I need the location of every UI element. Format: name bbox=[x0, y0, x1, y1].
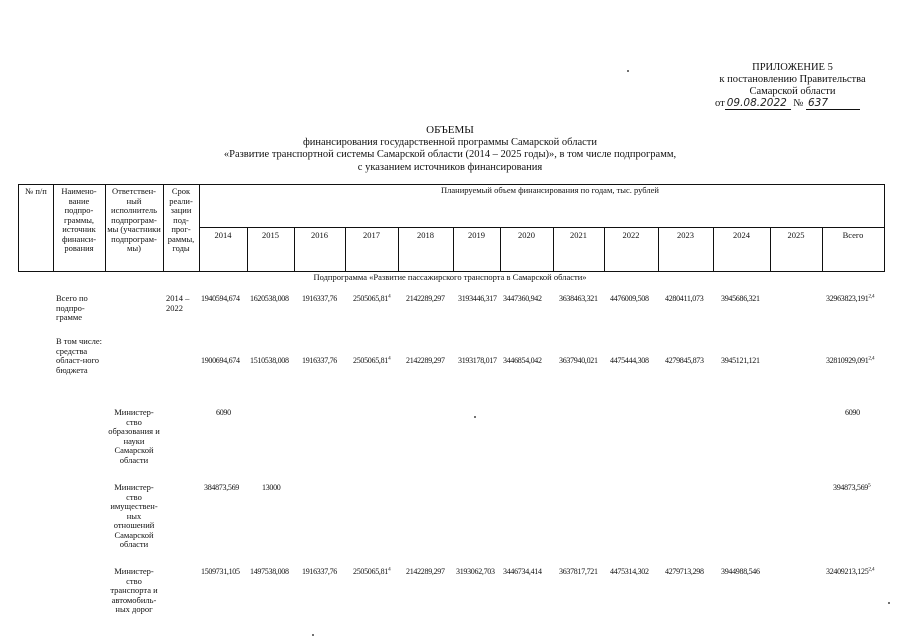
row-regional-2020: 3446854,042 bbox=[503, 356, 542, 365]
row-total-2017-value: 2505065,81 bbox=[353, 294, 389, 303]
row-total-2022: 4476009,508 bbox=[610, 294, 649, 303]
row-regional-2022: 4475444,308 bbox=[610, 356, 649, 365]
row-transport-2018: 2142289,297 bbox=[406, 567, 445, 576]
col-border-4 bbox=[199, 184, 200, 271]
row-total-all bbox=[826, 294, 874, 304]
row-education-executor: Министер-ство образования и науки Самарской области bbox=[108, 407, 160, 465]
row-total-term: 2014 – 2022 bbox=[166, 293, 190, 313]
row-regional-2016: 1916337,76 bbox=[302, 356, 338, 365]
scan-speck bbox=[312, 634, 314, 636]
row-total-all-note: 2,4 bbox=[868, 293, 875, 300]
header-term: Срок реали-зации под-прог-раммы, годы bbox=[167, 186, 195, 253]
row-education-all: 6090 bbox=[845, 408, 860, 417]
year-2017: 2017 bbox=[363, 230, 380, 240]
row-regional-2023: 4279845,873 bbox=[665, 356, 704, 365]
row-total-2017-note: 4 bbox=[388, 293, 391, 300]
row-regional-2019: 3193178,017 bbox=[458, 356, 497, 365]
row-total-label: Всего по подпро-грамме bbox=[56, 293, 88, 322]
row-property-2015: 13000 bbox=[262, 483, 281, 492]
header-executor: Ответствен-ный исполнитель подпрограм-мы (участники подпрограм-мы) bbox=[107, 186, 161, 253]
document-subtitle-1: финансирования государственной программы Самарской области bbox=[302, 136, 597, 148]
row-transport-2024: 3944988,546 bbox=[721, 567, 760, 576]
row-transport-2014: 1509731,105 bbox=[201, 567, 240, 576]
row-total-2019: 3193446,317 bbox=[458, 294, 497, 303]
document-subtitle-2: «Развитие транспортной системы Самарской области (2014 – 2025 годы)», в том числе подпрограмм, bbox=[223, 149, 677, 160]
row-total-2015: 1620538,008 bbox=[250, 294, 289, 303]
row-regional-all-value: 32810929,091 bbox=[826, 356, 869, 365]
row-property-executor: Министер-ство имуществен-ных отношений Самарской области bbox=[110, 482, 158, 549]
appendix-line2: Самарской области bbox=[749, 86, 836, 97]
year-total: Всего bbox=[842, 230, 864, 240]
year-2018: 2018 bbox=[417, 230, 434, 240]
row-total-2023: 4280411,073 bbox=[665, 294, 704, 303]
row-transport-2016: 1916337,76 bbox=[302, 567, 338, 576]
row-transport-2020: 3446734,414 bbox=[503, 567, 542, 576]
row-regional-all bbox=[826, 356, 874, 366]
year-2023: 2023 bbox=[677, 230, 694, 240]
row-total-2018: 2142289,297 bbox=[406, 294, 445, 303]
appendix-line1: к постановлению Правительства bbox=[719, 74, 866, 85]
row-transport-2021: 3637817,721 bbox=[559, 567, 598, 576]
handwritten-date: 09.08.2022 bbox=[725, 98, 791, 110]
row-property-all bbox=[833, 483, 870, 493]
row-transport-2017 bbox=[353, 567, 390, 577]
row-property-2014: 384873,569 bbox=[204, 483, 240, 492]
from-label: от bbox=[715, 98, 725, 109]
row-regional-budget-label: В том числе: средства област-ного бюджета bbox=[56, 336, 102, 375]
row-regional-2017-note: 4 bbox=[388, 355, 391, 362]
year-2020: 2020 bbox=[518, 230, 535, 240]
scan-speck bbox=[627, 70, 629, 72]
row-transport-all-note: 2,4 bbox=[868, 566, 875, 573]
row-regional-2024: 3945121,121 bbox=[721, 356, 760, 365]
row-total-2021: 3638463,321 bbox=[559, 294, 598, 303]
scan-speck bbox=[888, 602, 890, 604]
row-total-2017 bbox=[353, 294, 390, 304]
scan-speck bbox=[474, 416, 476, 418]
document-subtitle-3: с указанием источников финансирования bbox=[357, 161, 543, 173]
years-header-top bbox=[199, 227, 885, 228]
row-transport-all-value: 32409213,125 bbox=[826, 567, 869, 576]
row-transport-2017-value: 2505065,81 bbox=[353, 567, 389, 576]
row-total-all-value: 32963823,191 bbox=[826, 294, 869, 303]
subprogram-title: Подпрограмма «Развитие пассажирского транспорта в Самарской области» bbox=[313, 272, 587, 282]
col-border-1 bbox=[53, 184, 54, 271]
header-num: № п/п bbox=[25, 186, 47, 196]
row-transport-2023: 4279713,298 bbox=[665, 567, 704, 576]
appendix-title: ПРИЛОЖЕНИЕ 5 bbox=[752, 62, 833, 73]
year-2014: 2014 bbox=[214, 230, 232, 240]
row-regional-2017-value: 2505065,81 bbox=[353, 356, 389, 365]
row-transport-2017-note: 4 bbox=[388, 566, 391, 573]
year-2025: 2025 bbox=[787, 230, 805, 240]
year-2021: 2021 bbox=[570, 230, 587, 240]
year-2016: 2016 bbox=[311, 230, 328, 240]
row-total-2020: 3447360,942 bbox=[503, 294, 542, 303]
row-regional-2015: 1510538,008 bbox=[250, 356, 289, 365]
year-2024: 2024 bbox=[733, 230, 750, 240]
row-education-2014: 6090 bbox=[216, 408, 231, 417]
document-title: ОБЪЕМЫ bbox=[426, 124, 474, 136]
row-regional-all-note: 2,4 bbox=[868, 355, 875, 362]
number-label: № bbox=[793, 98, 804, 109]
col-border-0 bbox=[18, 184, 19, 271]
row-regional-2017 bbox=[353, 356, 390, 366]
year-2019: 2019 bbox=[468, 230, 485, 240]
row-transport-2015: 1497538,008 bbox=[250, 567, 289, 576]
row-transport-all bbox=[826, 567, 874, 577]
header-planned: Планируемый объем финансирования по годам, тыс. рублей bbox=[441, 185, 659, 195]
row-total-2016: 1916337,76 bbox=[302, 294, 338, 303]
row-transport-2022: 4475314,302 bbox=[610, 567, 649, 576]
row-property-all-note: 5 bbox=[868, 482, 871, 489]
year-2022: 2022 bbox=[622, 230, 640, 240]
col-border-17 bbox=[884, 184, 885, 271]
row-transport-2019: 3193062,703 bbox=[456, 567, 495, 576]
row-property-all-value: 394873,569 bbox=[833, 483, 869, 492]
handwritten-number: 637 bbox=[806, 98, 860, 110]
row-regional-2014: 1900694,674 bbox=[201, 356, 240, 365]
row-transport-executor: Министер-ство транспорта и автомобиль-ных дорог bbox=[110, 566, 158, 614]
row-regional-2018: 2142289,297 bbox=[406, 356, 445, 365]
row-total-2014: 1940594,674 bbox=[201, 294, 240, 303]
year-2015: 2015 bbox=[262, 230, 279, 240]
row-regional-2021: 3637940,021 bbox=[559, 356, 598, 365]
header-name: Наимено-вание подпро-граммы, источник финанси-рования bbox=[61, 186, 97, 253]
row-total-2024: 3945686,321 bbox=[721, 294, 760, 303]
